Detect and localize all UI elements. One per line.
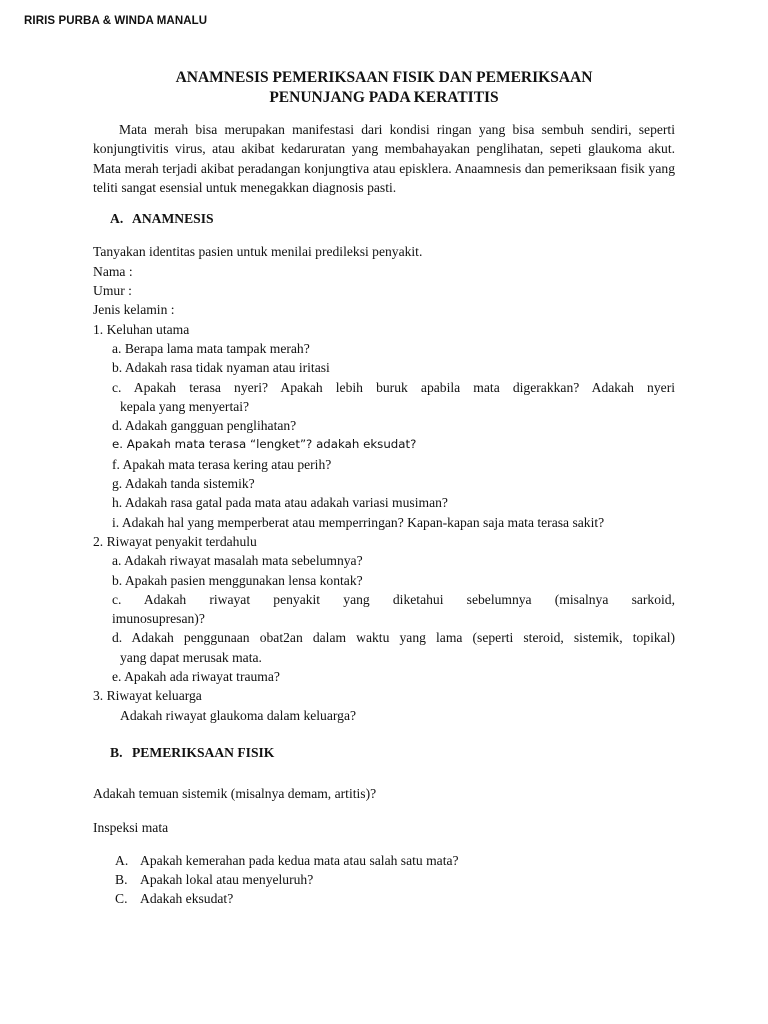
q1-item-a: a. Berapa lama mata tampak merah? bbox=[112, 340, 310, 356]
q1-item-i: i. Adakah hal yang memperberat atau memperringan? Kapan-kapan saja mata terasa sakit? bbox=[112, 514, 605, 530]
anamnesis-lead: Tanyakan identitas pasien untuk menilai predileksi penyakit. bbox=[93, 244, 423, 260]
section-a-title: ANAMNESIS bbox=[132, 211, 214, 227]
inspeksi-mata: Inspeksi mata bbox=[93, 819, 169, 835]
list-item: A. Apakah kemerahan pada kedua mata atau salah satu mata? bbox=[115, 852, 459, 868]
section-b-letter: B. bbox=[110, 744, 123, 760]
document-header-authors: RIRIS PURBA & WINDA MANALU bbox=[24, 15, 208, 27]
q1-item-c-line2: kepala yang menyertai? bbox=[120, 398, 250, 414]
q1-item-f: f. Apakah mata terasa kering atau perih? bbox=[112, 456, 332, 472]
q2-item-c bbox=[112, 590, 675, 629]
q1-title: 1. Keluhan utama bbox=[93, 321, 190, 337]
q2-item-d-line1: d. Adakah penggunaan obat2an dalam waktu yang lama (seperti steroid, sistemik, topikal) bbox=[112, 630, 675, 646]
section-b-title: PEMERIKSAAN FISIK bbox=[132, 744, 275, 760]
q3-title: 3. Riwayat keluarga bbox=[93, 688, 202, 704]
q2-item-c-line1: c. Adakah riwayat penyakit yang diketahui sebelumnya (misalnya sarkoid, bbox=[112, 591, 675, 607]
q1-item-e: e. Apakah mata terasa “lengket”? adakah eksudat? bbox=[112, 437, 417, 452]
q1-item-d: d. Adakah gangguan penglihatan? bbox=[112, 418, 297, 434]
q2-item-d-line2: yang dapat merusak mata. bbox=[120, 649, 262, 665]
inspection-list bbox=[115, 851, 675, 909]
field-umur: Umur : bbox=[93, 283, 132, 299]
section-b-heading bbox=[110, 743, 675, 762]
q2-title: 2. Riwayat penyakit terdahulu bbox=[93, 533, 257, 549]
systemic-findings: Adakah temuan sistemik (misalnya demam, artitis)? bbox=[93, 786, 377, 802]
field-jenis-kelamin: Jenis kelamin : bbox=[93, 302, 175, 318]
q1-item-b: b. Adakah rasa tidak nyaman atau iritasi bbox=[112, 360, 330, 376]
section-a-heading bbox=[110, 209, 675, 228]
list-item: C. Adakah eksudat? bbox=[115, 891, 234, 907]
field-nama: Nama : bbox=[93, 263, 133, 279]
q2-item-b: b. Apakah pasien menggunakan lensa kontak? bbox=[112, 572, 363, 588]
title-line-1: ANAMNESIS PEMERIKSAAN FISIK DAN PEMERIKSAAN bbox=[175, 69, 593, 86]
intro-paragraph: Mata merah bisa merupakan manifestasi dari kondisi ringan yang bisa sembuh sendiri, seperti konjungtivitis virus, atau akibat kedaruratan yang membahayakan penglihatan, sepeti glaukoma akut. Mata merah terjadi akibat peradangan konjungtiva atau episklera. Anaamnesis dan pemeriksaan fisik yang teliti sangat esensial untuk menegakkan diagnosis pasti. bbox=[93, 122, 675, 195]
section-a-letter: A. bbox=[110, 211, 124, 227]
q1-item-c bbox=[112, 378, 675, 417]
document-title bbox=[93, 68, 675, 108]
q1-item-c-line1: c. Apakah terasa nyeri? Apakah lebih buruk apabila mata digerakkan? Adakah nyeri bbox=[112, 379, 675, 395]
q2-item-d bbox=[112, 628, 675, 667]
q3-text: Adakah riwayat glaukoma dalam keluarga? bbox=[120, 707, 357, 723]
list-item: B. Apakah lokal atau menyeluruh? bbox=[115, 872, 314, 888]
q1-item-h: h. Adakah rasa gatal pada mata atau adakah variasi musiman? bbox=[112, 495, 448, 511]
q1-item-g: g. Adakah tanda sistemik? bbox=[112, 476, 255, 492]
document-page bbox=[93, 68, 675, 909]
title-line-2: PENUNJANG PADA KERATITIS bbox=[269, 89, 499, 106]
q2-item-a: a. Adakah riwayat masalah mata sebelumnya? bbox=[112, 553, 363, 569]
q2-item-c-line2: imunosupresan)? bbox=[112, 611, 205, 627]
q2-item-e: e. Apakah ada riwayat trauma? bbox=[112, 669, 280, 685]
